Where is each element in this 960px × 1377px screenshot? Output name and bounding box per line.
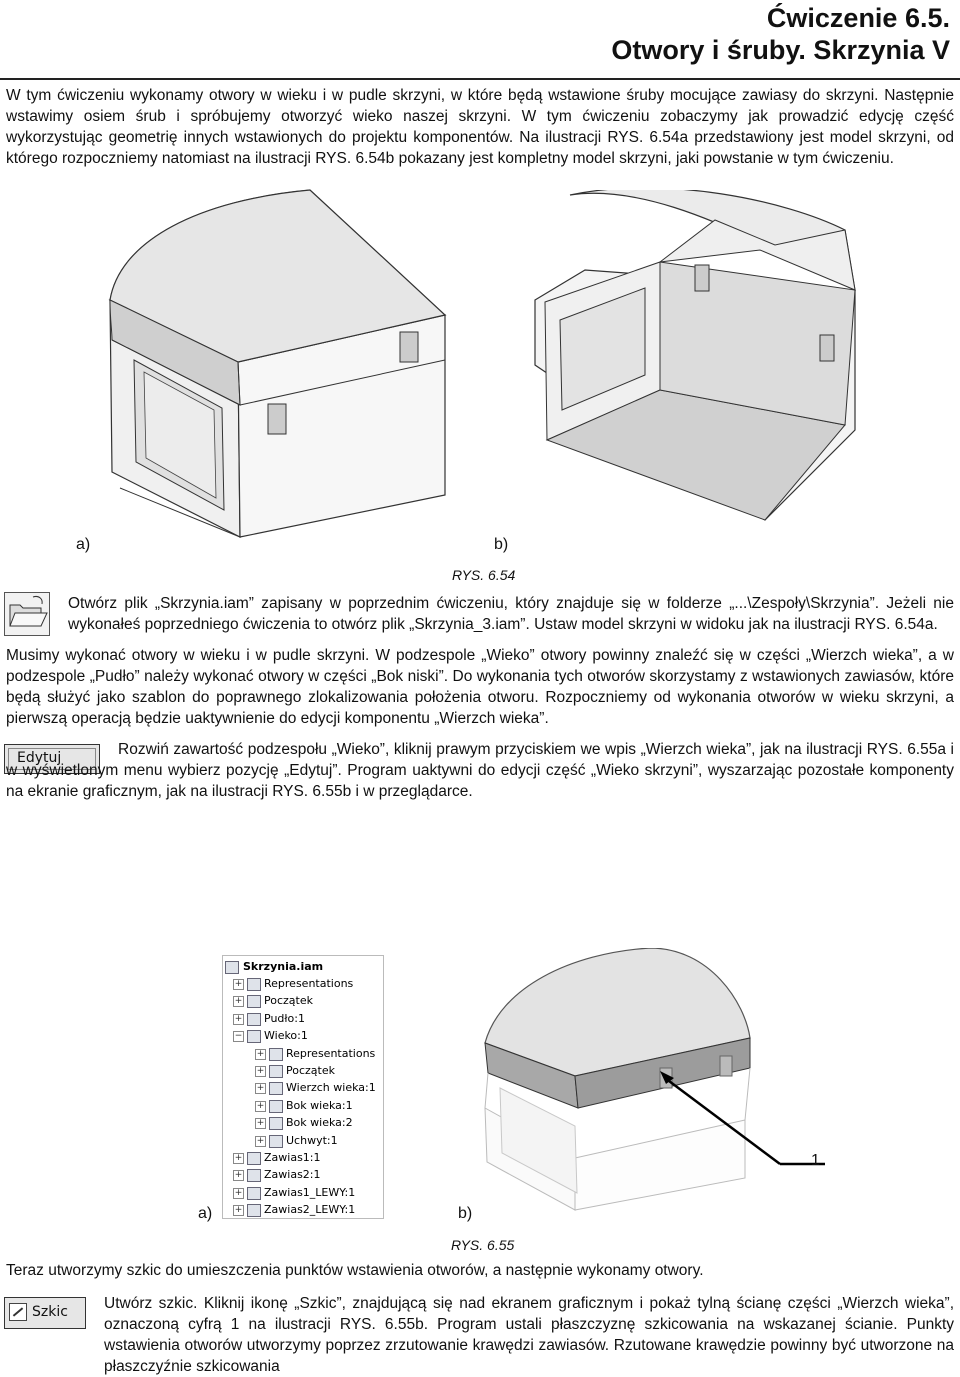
expand-toggle-icon[interactable]: + bbox=[234, 1205, 243, 1216]
tree-item-label: Wierzch wieka:1 bbox=[286, 1081, 376, 1095]
component-icon bbox=[269, 1100, 283, 1113]
fig54-caption: RYS. 6.54 bbox=[452, 567, 516, 583]
component-icon bbox=[269, 1048, 283, 1061]
expand-toggle-icon[interactable]: + bbox=[256, 1100, 265, 1111]
expand-toggle-icon[interactable]: + bbox=[234, 1153, 243, 1163]
expand-toggle-icon[interactable]: + bbox=[256, 1048, 265, 1059]
tree-item-label: Zawias2_LEWY:1 bbox=[264, 1203, 356, 1217]
component-icon bbox=[247, 1013, 261, 1026]
fig54-label-a: a) bbox=[76, 536, 91, 553]
component-icon bbox=[269, 1082, 283, 1095]
component-icon bbox=[269, 1135, 283, 1148]
tree-item-label: Pudło:1 bbox=[264, 1011, 305, 1025]
component-icon bbox=[247, 1187, 261, 1200]
callout-number: 1 bbox=[811, 1152, 820, 1169]
collapse-toggle-icon[interactable]: − bbox=[234, 1031, 243, 1042]
header-rule bbox=[0, 78, 960, 80]
chapter-number: Ćwiczenie 6.5. bbox=[766, 3, 950, 33]
fig55-label-b: b) bbox=[458, 1205, 473, 1222]
edit-instruction: Rozwiń zawartość podzespołu „Wieko”, kliknij prawym przyciskiem we wpis „Wierzch wieka”, jak na ilustracji RYS. 6.55a i w wyświetlonym menu wybierz pozycję „Edytuj”. Program uaktywni do edycji część „Wieko skrzyni”, wyszarzając pozostałe komponenty na ekranie graficznym, jak na ilustracji RYS. 6.55b i w przeglądarce. bbox=[6, 741, 954, 800]
expand-toggle-icon[interactable]: + bbox=[256, 1066, 265, 1076]
intro-paragraph: W tym ćwiczeniu wykonamy otwory w wieku i w pudle skrzyni, w które będą wstawione śruby mocujące zawiasy do skrzyni. Następnie wstawimy osiem śrub i spróbujemy otworzyć wieko naszej skrzyni. W tym ćwiczeniu zobaczymy jak prowadzić edycję część wykorzystując geometrię innych wstawionych do projektu komponentów. Na ilustracji RYS. 6.54a przedstawiony jest model skrzyni, od którego rozpoczniemy natomiast na ilustracji RYS. 6.54b pokazany jest kompletny model skrzyni, jaki powstanie w tym ćwiczeniu. bbox=[6, 87, 954, 167]
open-folder-icon bbox=[4, 592, 50, 636]
tree-item-label: Bok wieka:1 bbox=[286, 1098, 353, 1112]
chest-closed-figure bbox=[100, 180, 460, 540]
tree-item-label: Representations bbox=[286, 1046, 376, 1060]
page-title: Otwory i śruby. Skrzynia V bbox=[611, 35, 950, 65]
tree-item-label: Zawias1:1 bbox=[264, 1151, 321, 1164]
expand-toggle-icon[interactable]: + bbox=[256, 1135, 265, 1146]
assembly-icon bbox=[225, 961, 239, 974]
tree-item-label: Representations bbox=[264, 977, 354, 990]
sketch-instruction: Utwórz szkic. Kliknij ikonę „Szkic”, znajdującą się nad ekranem graficznym i pokaż tylną ścianę części „Wierzch wieka”, oznaczoną cyfrą 1 na ilustracji RYS. 6.55b. Program ustali płaszczyznę szkicowania na wskazanej ścianie. Punkty wstawienia otworów utworzymy poprzez zrzutowanie krawędzi zawiasów. Rzutowane krawędzie powinny być utworzone na płaszczyźnie szkicowania bbox=[104, 1295, 954, 1375]
expand-toggle-icon[interactable]: + bbox=[234, 979, 243, 989]
fig54-label-b: b) bbox=[494, 536, 509, 553]
chest-edit-figure bbox=[480, 948, 860, 1218]
chest-open-figure bbox=[515, 190, 955, 530]
open-file-instruction: Otwórz plik „Skrzynia.iam” zapisany w poprzednim ćwiczeniu, który znajduje się w folderze „...\Zespoły\Skrzynia”. Jeżeli nie wykonałeś poprzedniego ćwiczenia to otwórz plik „Skrzynia_3.iam”. Ustaw model skrzyni w widoku jak na ilustracji RYS. 6.54a. bbox=[68, 595, 954, 633]
edit-button-label: Edytuj bbox=[17, 750, 62, 766]
component-icon bbox=[247, 1152, 261, 1165]
expand-toggle-icon[interactable]: + bbox=[234, 996, 243, 1007]
tree-item-label: Zawias1_LEWY:1 bbox=[264, 1185, 356, 1199]
expand-toggle-icon[interactable]: + bbox=[234, 1170, 243, 1181]
component-icon bbox=[269, 1117, 283, 1130]
sketch-intro-paragraph: Teraz utworzymy szkic do umieszczenia punktów wstawienia otworów, a następnie wykonamy otwory. bbox=[6, 1262, 704, 1279]
fig55-caption: RYS. 6.55 bbox=[451, 1237, 515, 1253]
expand-toggle-icon[interactable]: + bbox=[256, 1118, 265, 1129]
component-icon bbox=[269, 1065, 283, 1078]
expand-toggle-icon[interactable]: + bbox=[234, 1187, 243, 1198]
tree-item-label: Początek bbox=[264, 994, 313, 1008]
sketch-button-label: Szkic bbox=[32, 1304, 68, 1320]
sketch-button-image bbox=[4, 1297, 86, 1329]
model-browser-tree: Skrzynia.iam + Representations + Początek + Pudło:1 − Wieko:1 + Representations + Początek + Wierzch wieka:1 + Bok wieka:1 + Bok wieka:2 + Uchwyt:1 + Zawias1:1 + Zawias2:1 + Zawias1_LEWY:1 + Zawias2_LEWY:1 bbox=[222, 955, 384, 1219]
fig55-label-a: a) bbox=[198, 1205, 213, 1222]
component-icon bbox=[247, 1169, 261, 1182]
tree-item-label: Uchwyt:1 bbox=[286, 1133, 338, 1147]
component-icon bbox=[247, 1030, 261, 1043]
sketch-icon bbox=[9, 1303, 27, 1321]
tree-item-label: Zawias2:1 bbox=[264, 1168, 321, 1182]
tree-item-label: Wieko:1 bbox=[264, 1029, 308, 1043]
tree-item-label: Początek bbox=[286, 1064, 335, 1077]
component-icon bbox=[247, 995, 261, 1008]
tree-item-label: Bok wieka:2 bbox=[286, 1116, 353, 1130]
expand-toggle-icon[interactable]: + bbox=[234, 1013, 243, 1024]
expand-toggle-icon[interactable]: + bbox=[256, 1083, 265, 1094]
component-icon bbox=[247, 978, 261, 991]
component-icon bbox=[247, 1204, 261, 1217]
holes-paragraph: Musimy wykonać otwory w wieku i w pudle skrzyni. W podzespole „Wieko” otwory powinny znaleźć się w części „Wierzch wieka”, a w podzespole „Pudło” należy wykonać otwory w części „Bok niski”. Do wykonania tych otworów skorzystamy z wstawionych zawiasów, które będą służyć jako szablon do poprawnego zlokalizowania położenia otworu. Rozpoczniemy od wykonania otworów w wieku skrzyni, a pierwszą operacją będzie uaktywnienie do edycji komponentu „Wierzch wieka”. bbox=[6, 647, 954, 727]
